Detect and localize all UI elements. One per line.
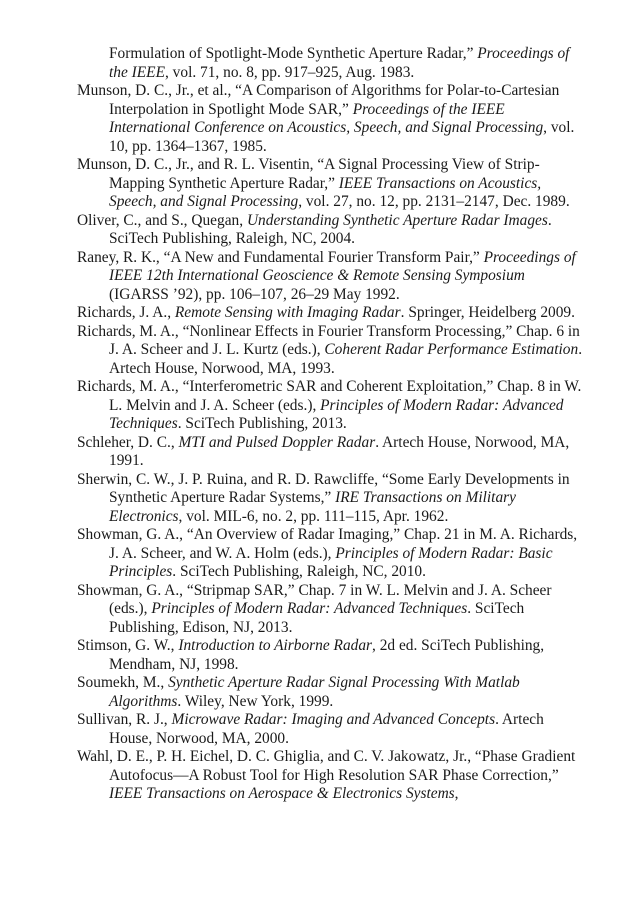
reference-entry: Richards, J. A., Remote Sensing with Imaging Radar. Springer, Heidelberg 2009. bbox=[77, 304, 575, 321]
reference-entry: Oliver, C., and S., Quegan, Understanding Synthetic Aperture Radar Images. SciTech Publishing, Raleigh, NC, 2004. bbox=[77, 211, 552, 247]
reference-entry: Schleher, D. C., MTI and Pulsed Doppler Radar. Artech House, Norwood, MA, 1991. bbox=[77, 433, 570, 469]
reference-entry: Showman, G. A., “Stripmap SAR,” Chap. 7 in W. L. Melvin and J. A. Scheer (eds.), Principles of Modern Radar: Advanced Techniques. SciTech Publishing, Edison, NJ, 2013. bbox=[77, 581, 552, 636]
reference-entry: Sherwin, C. W., J. P. Ruina, and R. D. Rawcliffe, “Some Early Developments in Synthetic Aperture Radar Systems,” IRE Transactions on Military Electronics, vol. MIL-6, no. 2, pp. 111–115, Apr. 1962. bbox=[77, 470, 570, 525]
reference-list bbox=[77, 45, 587, 804]
reference-entry: Sullivan, R. J., Microwave Radar: Imaging and Advanced Concepts. Artech House, Norwood, MA, 2000. bbox=[77, 711, 544, 747]
reference-entry: Showman, G. A., “An Overview of Radar Imaging,” Chap. 21 in M. A. Richards, J. A. Scheer, and W. A. Holm (eds.), Principles of Modern Radar: Basic Principles. SciTech Publishing, Raleigh, NC, 2010. bbox=[77, 526, 578, 580]
reference-entry: Wahl, D. E., P. H. Eichel, D. C. Ghiglia, and C. V. Jakowatz, Jr., “Phase Gradient Autofocus—A Robust Tool for High Resolution SAR Phase Correction,” IEEE Transactions on Aerospace & Electronics Systems, bbox=[77, 748, 576, 802]
reference-entry: Richards, M. A., “Interferometric SAR and Coherent Exploitation,” Chap. 8 in W. L. Melvin and J. A. Scheer (eds.), Principles of Modern Radar: Advanced Techniques. SciTech Publishing, 2013. bbox=[77, 378, 582, 432]
reference-entry: Raney, R. K., “A New and Fundamental Fourier Transform Pair,” Proceedings of IEEE 12th International Geoscience & Remote Sensing Symposium (IGARSS ’92), pp. 106–107, 26–29 May 1992. bbox=[77, 248, 576, 303]
reference-entry: Formulation of Spotlight-Mode Synthetic Aperture Radar,” Proceedings of the IEEE, vol. 71, no. 8, pp. 917–925, Aug. 1983. bbox=[109, 45, 570, 81]
reference-entry: Soumekh, M., Synthetic Aperture Radar Signal Processing With Matlab Algorithms. Wiley, New York, 1999. bbox=[77, 674, 520, 710]
reference-entry: Munson, D. C., Jr., et al., “A Comparison of Algorithms for Polar-to-Cartesian Interpolation in Spotlight Mode SAR,” Proceedings of the IEEE International Conference on Acoustics, Speech, and Signal Processing, vol. 10, pp. 1364–1367, 1985. bbox=[77, 82, 575, 155]
reference-entry: Richards, M. A., “Nonlinear Effects in Fourier Transform Processing,” Chap. 6 in J. A. Scheer and J. L. Kurtz (eds.), Coherent Radar Performance Estimation. Artech House, Norwood, MA, 1993. bbox=[77, 322, 583, 377]
reference-entry: Munson, D. C., Jr., and R. L. Visentin, “A Signal Processing View of Strip-Mapping Synthetic Aperture Radar,” IEEE Transactions on Acoustics, Speech, and Signal Processing, vol. 27, no. 12, pp. 2131–2147, Dec. 1989. bbox=[77, 156, 570, 210]
reference-entry: Stimson, G. W., Introduction to Airborne Radar, 2d ed. SciTech Publishing, Mendham, NJ, 1998. bbox=[77, 637, 545, 673]
